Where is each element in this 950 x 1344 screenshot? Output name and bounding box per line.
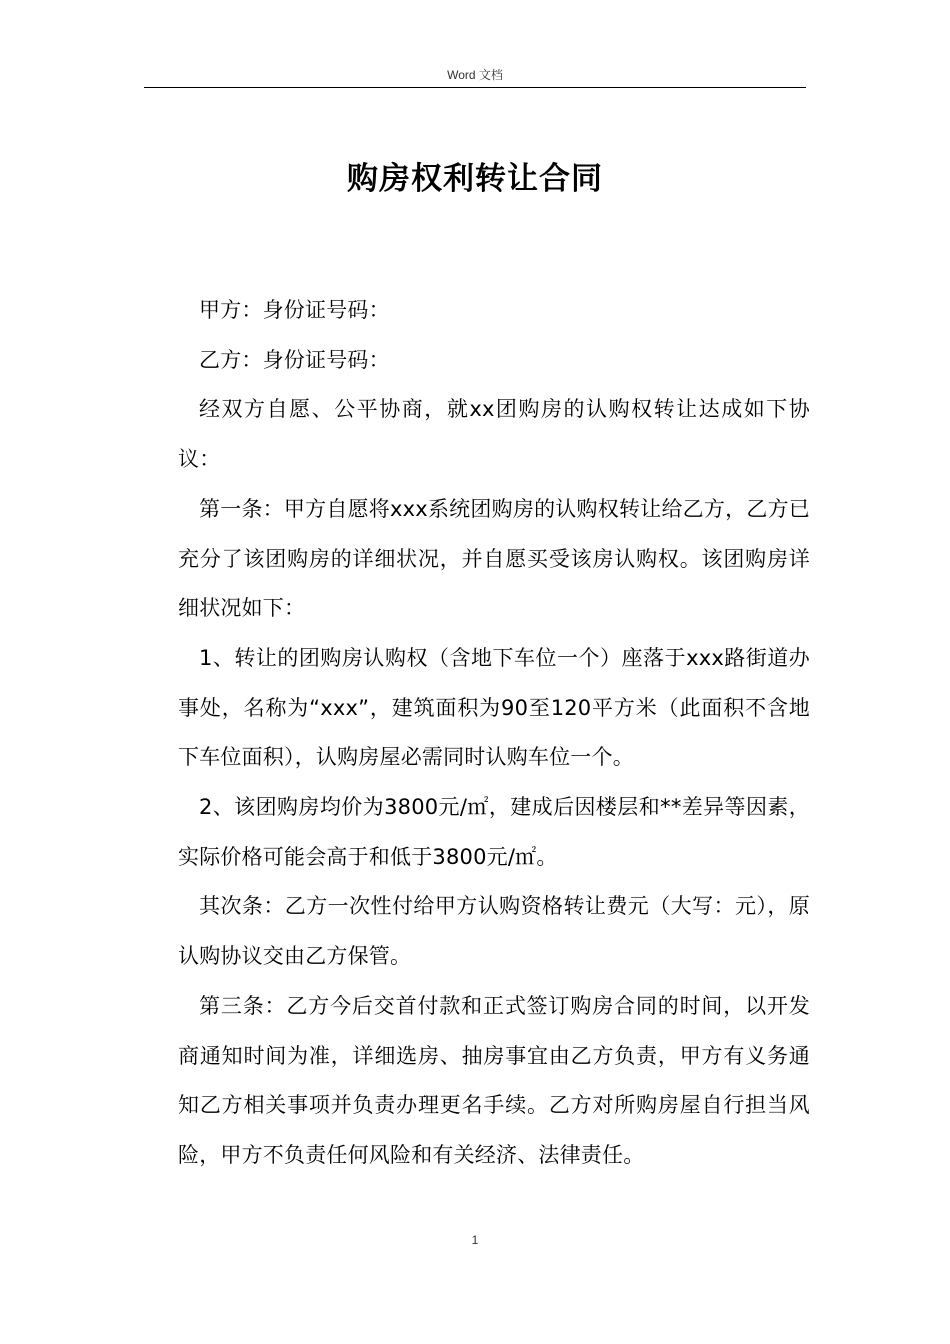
header-divider bbox=[144, 87, 806, 88]
page-header: Word 文档 bbox=[447, 68, 503, 82]
paragraph-article-2: 其次条：乙方一次性付给甲方认购资格转让费元（大写：元），原认购协议交由乙方保管。 bbox=[178, 894, 810, 969]
paragraph-item-1: 1、转让的团购房认购权（含地下车位一个）座落于xxx路街道办事处，名称为“xxx”，建筑面积为90至120平方米（此面积不含地下车位面积），认购房屋必需同时认购车位一个。 bbox=[178, 645, 810, 770]
paragraph-party-a: 甲方：身份证号码： bbox=[199, 298, 390, 322]
paragraph-article-1: 第一条：甲方自愿将xxx系统团购房的认购权转让给乙方，乙方已充分了该团购房的详细状况，并自愿买受该房认购权。该团购房详细状况如下： bbox=[178, 496, 810, 621]
paragraph-party-b: 乙方：身份证号码： bbox=[199, 347, 390, 372]
document-body bbox=[178, 286, 810, 1181]
document-title: 购房权利转让合同 bbox=[347, 161, 603, 197]
paragraph-item-2: 2、该团购房均价为3800元/㎡，建成后因楼层和**差异等因素，实际价格可能会高于和低于3800元/㎡。 bbox=[178, 795, 810, 869]
paragraph-preamble: 经双方自愿、公平协商，就xx团购房的认购权转让达成如下协议： bbox=[178, 397, 810, 472]
paragraph-article-3: 第三条：乙方今后交首付款和正式签订购房合同的时间，以开发商通知时间为准，详细选房、抽房事宜由乙方负责，甲方有义务通知乙方相关事项并负责办理更名手续。乙方对所购房屋自行担当风险，甲方不负责任何风险和有关经济、法律责任。 bbox=[178, 993, 810, 1167]
page-number: 1 bbox=[471, 1233, 479, 1247]
